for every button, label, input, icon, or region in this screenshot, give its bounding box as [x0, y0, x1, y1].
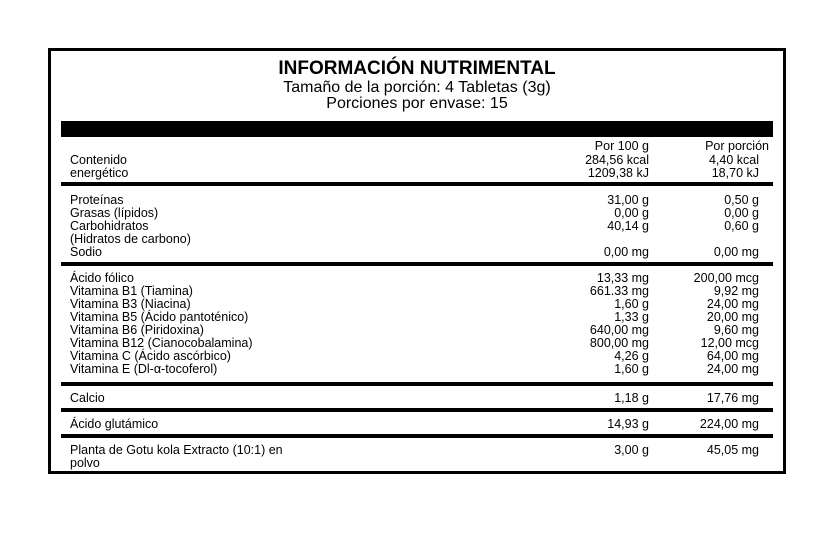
vitamin-b1-label: Vitamina B1 (Tiamina) — [70, 284, 193, 298]
vitamin-b3-serving: 24,00 mg — [706, 297, 759, 311]
vitamin-e-serving: 24,00 mg — [706, 362, 759, 376]
vitamin-b12-100g: 800,00 mg — [589, 336, 649, 350]
sodium-serving: 0,00 mg — [713, 245, 759, 259]
vitamin-b1-serving: 9,92 mg — [713, 284, 759, 298]
vitamin-c-100g: 4,26 g — [614, 349, 649, 363]
vitamin-b5-100g: 1,33 g — [614, 310, 649, 324]
vitamin-c-serving: 64,00 mg — [706, 349, 759, 363]
servings-per-container: Porciones por envase: 15 — [326, 95, 508, 112]
column-header-per-serving: Por porción — [705, 139, 769, 153]
calcium-label: Calcio — [70, 391, 105, 405]
vitamin-b6-100g: 640,00 mg — [589, 323, 649, 337]
carbs-100g: 40,14 g — [607, 219, 649, 233]
sodium-label: Sodio — [70, 245, 102, 259]
proteins-100g: 31,00 g — [607, 193, 649, 207]
energy-label-line2: energético — [70, 166, 129, 180]
carbs-label-line2: (Hidratos de carbono) — [70, 232, 191, 246]
glutamic-acid-serving: 224,00 mg — [699, 417, 759, 431]
vitamin-b1-100g: 661.33 mg — [589, 284, 649, 298]
calcium-serving: 17,76 mg — [706, 391, 759, 405]
vitamin-b12-label: Vitamina B12 (Cianocobalamina) — [70, 336, 253, 350]
folic-acid-100g: 13,33 mg — [596, 271, 649, 285]
gotu-kola-100g: 3,00 g — [614, 443, 649, 457]
divider — [61, 382, 773, 386]
vitamin-e-100g: 1,60 g — [614, 362, 649, 376]
proteins-label: Proteínas — [70, 193, 124, 207]
carbs-label: Carbohidratos — [70, 219, 149, 233]
fats-serving: 0,00 g — [724, 206, 759, 220]
gotu-kola-serving: 45,05 mg — [706, 443, 759, 457]
proteins-serving: 0,50 g — [724, 193, 759, 207]
energy-kj-serving: 18,70 kJ — [711, 166, 759, 180]
divider — [61, 408, 773, 412]
vitamin-b6-serving: 9,60 mg — [713, 323, 759, 337]
sodium-100g: 0,00 mg — [603, 245, 649, 259]
carbs-serving: 0,60 g — [724, 219, 759, 233]
fats-100g: 0,00 g — [614, 206, 649, 220]
divider — [61, 182, 773, 186]
vitamin-b6-label: Vitamina B6 (Piridoxina) — [70, 323, 204, 337]
energy-label: Contenido — [70, 153, 127, 167]
calcium-100g: 1,18 g — [614, 391, 649, 405]
energy-kcal-100g: 284,56 kcal — [585, 153, 649, 167]
header-bar — [61, 121, 773, 137]
gotu-kola-label: Planta de Gotu kola Extracto (10:1) en — [70, 443, 283, 457]
serving-size: Tamaño de la porción: 4 Tabletas (3g) — [283, 79, 551, 96]
panel-title: INFORMACIÓN NUTRIMENTAL — [278, 58, 556, 79]
vitamin-b5-serving: 20,00 mg — [706, 310, 759, 324]
vitamin-b3-label: Vitamina B3 (Niacina) — [70, 297, 191, 311]
vitamin-b5-label: Vitamina B5 (Ácido pantoténico) — [70, 310, 249, 324]
vitamin-c-label: Vitamina C (Ácido ascórbico) — [70, 349, 231, 363]
glutamic-acid-label: Ácido glutámico — [70, 417, 159, 431]
column-header-per-100g: Por 100 g — [594, 139, 649, 153]
vitamin-e-label: Vitamina E (Dl-α-tocoferol) — [70, 362, 218, 376]
folic-acid-serving: 200,00 mcg — [693, 271, 759, 285]
energy-kj-100g: 1209,38 kJ — [587, 166, 649, 180]
energy-kcal-serving: 4,40 kcal — [708, 153, 759, 167]
folic-acid-label: Ácido fólico — [70, 271, 134, 285]
glutamic-acid-100g: 14,93 g — [607, 417, 649, 431]
divider — [61, 434, 773, 438]
vitamin-b12-serving: 12,00 mcg — [700, 336, 759, 350]
nutrition-facts-panel — [48, 48, 786, 474]
gotu-kola-label-line2: polvo — [70, 456, 100, 470]
divider — [61, 262, 773, 266]
vitamin-b3-100g: 1,60 g — [614, 297, 649, 311]
fats-label: Grasas (lípidos) — [70, 206, 159, 220]
